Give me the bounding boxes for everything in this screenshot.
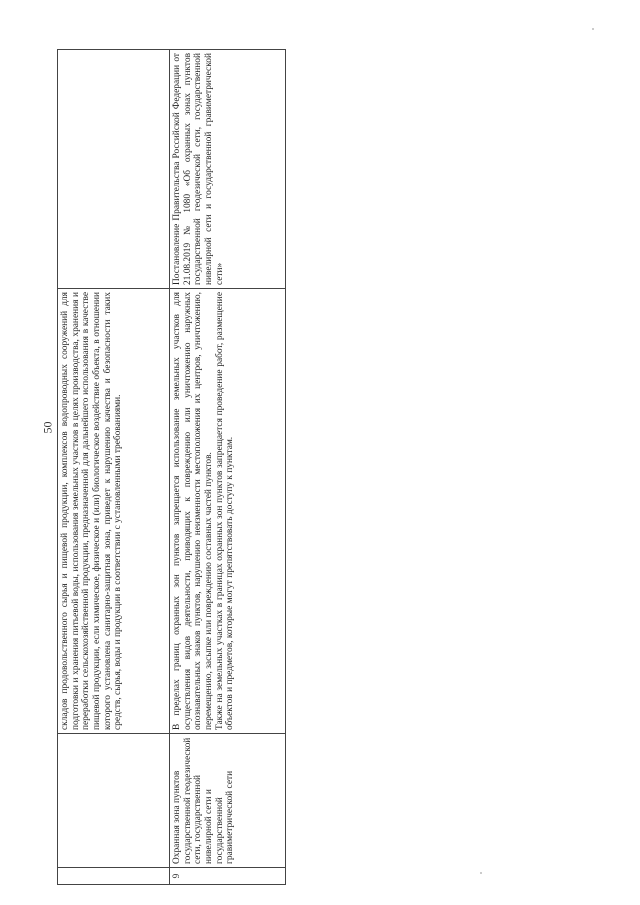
row-number-cell: 9 — [170, 868, 286, 885]
table-row — [170, 50, 286, 885]
legal-basis-cell — [58, 50, 170, 289]
row-number-cell — [58, 868, 170, 885]
restrictions-text: складов продовольственного сырья и пищевой продукции, комплексов водопроводных сооружений для подготовки и хранения питьевой воды, использования земельных участков в целях производства, хранения и переработки сельскохозяйственной продукции, предназначенной для дальнейшего использования в качестве пищевой продукции, если химическое, физическое и (или) биологическое воздействие объекта, в отношении которого установлена санитарно-защитная зона, приведет к нарушению качества и безопасности таких средств, сырья, воды и продукции в соответствии с установленными требованиями. — [60, 292, 124, 730]
table-row — [58, 50, 170, 885]
scan-speck — [480, 872, 482, 874]
restrictions-table — [57, 49, 286, 885]
page-number: 50 — [40, 421, 55, 434]
rotated-table-wrapper — [57, 50, 285, 885]
restrictions-text: В пределах границ охранных зон пунктов запрещается использование земельных участков для осуществления видов деятельности, приводящих к повреждению или уничтожению наружных опознавательных знаков пунктов, нарушению неизменности местоположения их центров, уничтожению, перемещению, засыпке или повреждению составных частей пунктов. — [172, 292, 214, 730]
scan-speck — [592, 28, 594, 30]
zone-name-cell — [58, 734, 170, 868]
zone-name-cell: Охранная зона пунктов государственной геодезической сети, государственной нивелирной сети и государственной гравиметрической сети — [170, 734, 286, 868]
legal-basis-cell: Постановление Правительства Российской Федерации от 21.08.2019 № 1080 «Об охранных зонах пунктов государственной геодезической сети, государственной нивелирной сети и государственной гравиметрической сети» — [170, 50, 286, 289]
restrictions-cell — [170, 289, 286, 734]
restrictions-cell — [58, 289, 170, 734]
restrictions-text-extra: Также на земельных участках в границах охранных зон пунктов запрещается проведение работ, размещение объектов и предметов, которые могут препятствовать доступу к пунктам. — [214, 292, 236, 730]
